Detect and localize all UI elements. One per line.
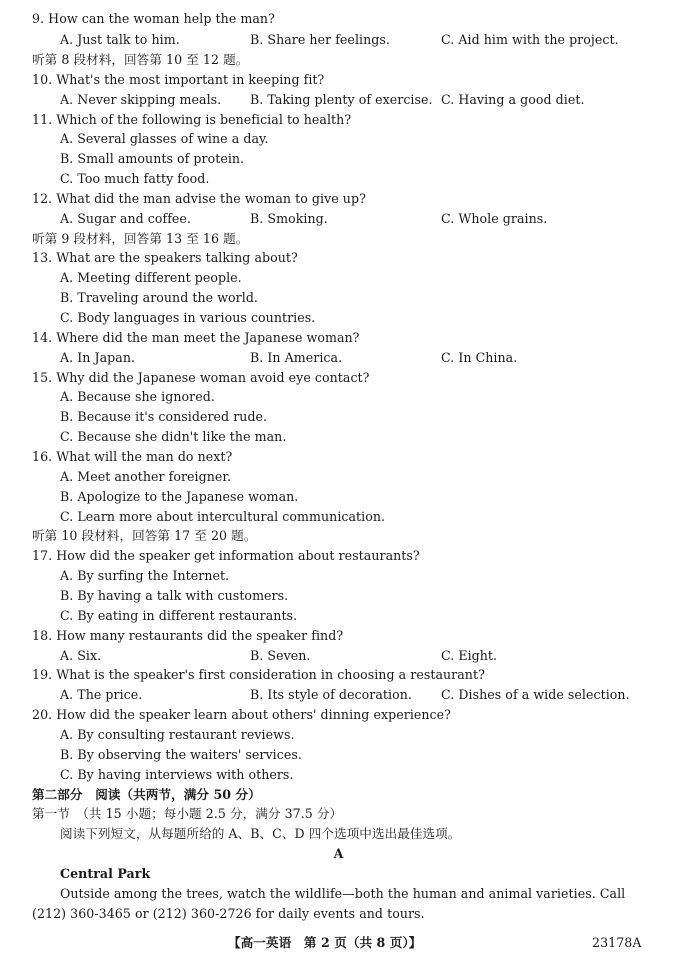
option-20-b: B. By observing the waiters' services.	[60, 747, 302, 762]
option-12-a: A. Sugar and coffee.	[60, 211, 191, 226]
question-19-stem: 19. What is the speaker's first consideration in choosing a restaurant?	[32, 667, 485, 682]
option-9-b: B. Share her feelings.	[250, 32, 390, 47]
option-13-a: A. Meeting different people.	[60, 270, 242, 285]
reading-instruction: 阅读下列短文，从每题所给的 A、B、C、D 四个选项中选出最佳选项。	[60, 826, 461, 841]
section-1-heading: 第一节 （共 15 小题；每小题 2.5 分，满分 37.5 分）	[32, 806, 343, 821]
question-13-stem: 13. What are the speakers talking about?	[32, 250, 298, 265]
option-12-b: B. Smoking.	[250, 211, 328, 226]
question-15-stem: 15. Why did the Japanese woman avoid eye contact?	[32, 370, 370, 385]
option-11-c: C. Too much fatty food.	[60, 171, 210, 186]
passage-body-line-1: Outside among the trees, watch the wildlife—both the human and animal varieties. Call	[60, 886, 626, 901]
option-16-b: B. Apologize to the Japanese woman.	[60, 489, 299, 504]
option-10-c: C. Having a good diet.	[441, 92, 585, 107]
option-13-c: C. Body languages in various countries.	[60, 310, 316, 325]
part-2-heading: 第二部分 阅读（共两节，满分 50 分）	[32, 787, 261, 802]
option-19-a: A. The price.	[60, 687, 143, 702]
option-14-c: C. In China.	[441, 350, 518, 365]
option-19-b: B. Its style of decoration.	[250, 687, 412, 702]
option-9-c: C. Aid him with the project.	[441, 32, 619, 47]
option-16-c: C. Learn more about intercultural communication.	[60, 509, 386, 524]
option-20-c: C. By having interviews with others.	[60, 767, 294, 782]
question-10-stem: 10. What's the most important in keeping fit?	[32, 72, 325, 87]
option-20-a: A. By consulting restaurant reviews.	[60, 727, 295, 742]
question-17-stem: 17. How did the speaker get information about restaurants?	[32, 548, 420, 563]
option-9-a: A. Just talk to him.	[60, 32, 180, 47]
option-14-b: B. In America.	[250, 350, 343, 365]
option-17-b: B. By having a talk with customers.	[60, 588, 289, 603]
option-14-a: A. In Japan.	[60, 350, 136, 365]
option-13-b: B. Traveling around the world.	[60, 290, 258, 305]
question-12-stem: 12. What did the man advise the woman to give up?	[32, 191, 366, 206]
section-10-instruction: 听第 10 段材料，回答第 17 至 20 题。	[32, 528, 257, 543]
option-11-a: A. Several glasses of wine a day.	[60, 131, 269, 146]
section-8-instruction: 听第 8 段材料，回答第 10 至 12 题。	[32, 52, 249, 67]
page-footer: 【高一英语 第 2 页（共 8 页）】	[228, 935, 422, 950]
option-18-c: C. Eight.	[441, 648, 498, 663]
option-12-c: C. Whole grains.	[441, 211, 548, 226]
option-17-a: A. By surfing the Internet.	[60, 568, 230, 583]
question-16-stem: 16. What will the man do next?	[32, 449, 233, 464]
exam-code: 23178A	[592, 935, 642, 950]
option-10-b: B. Taking plenty of exercise.	[250, 92, 433, 107]
passage-letter: A	[333, 846, 344, 861]
option-18-b: B. Seven.	[250, 648, 311, 663]
question-20-stem: 20. How did the speaker learn about others' dinning experience?	[32, 707, 451, 722]
section-9-instruction: 听第 9 段材料，回答第 13 至 16 题。	[32, 231, 249, 246]
question-18-stem: 18. How many restaurants did the speaker find?	[32, 628, 344, 643]
option-10-a: A. Never skipping meals.	[60, 92, 222, 107]
question-9-stem: 9. How can the woman help the man?	[32, 11, 275, 26]
question-14-stem: 14. Where did the man meet the Japanese woman?	[32, 330, 360, 345]
passage-title: Central Park	[60, 866, 151, 881]
question-11-stem: 11. Which of the following is beneficial to health?	[32, 112, 352, 127]
option-15-c: C. Because she didn't like the man.	[60, 429, 287, 444]
option-16-a: A. Meet another foreigner.	[60, 469, 232, 484]
option-19-c: C. Dishes of a wide selection.	[441, 687, 630, 702]
option-18-a: A. Six.	[60, 648, 102, 663]
option-15-a: A. Because she ignored.	[60, 389, 215, 404]
passage-body-line-2: (212) 360-3465 or (212) 360-2726 for daily events and tours.	[32, 906, 425, 921]
option-15-b: B. Because it's considered rude.	[60, 409, 268, 424]
option-11-b: B. Small amounts of protein.	[60, 151, 245, 166]
option-17-c: C. By eating in different restaurants.	[60, 608, 298, 623]
